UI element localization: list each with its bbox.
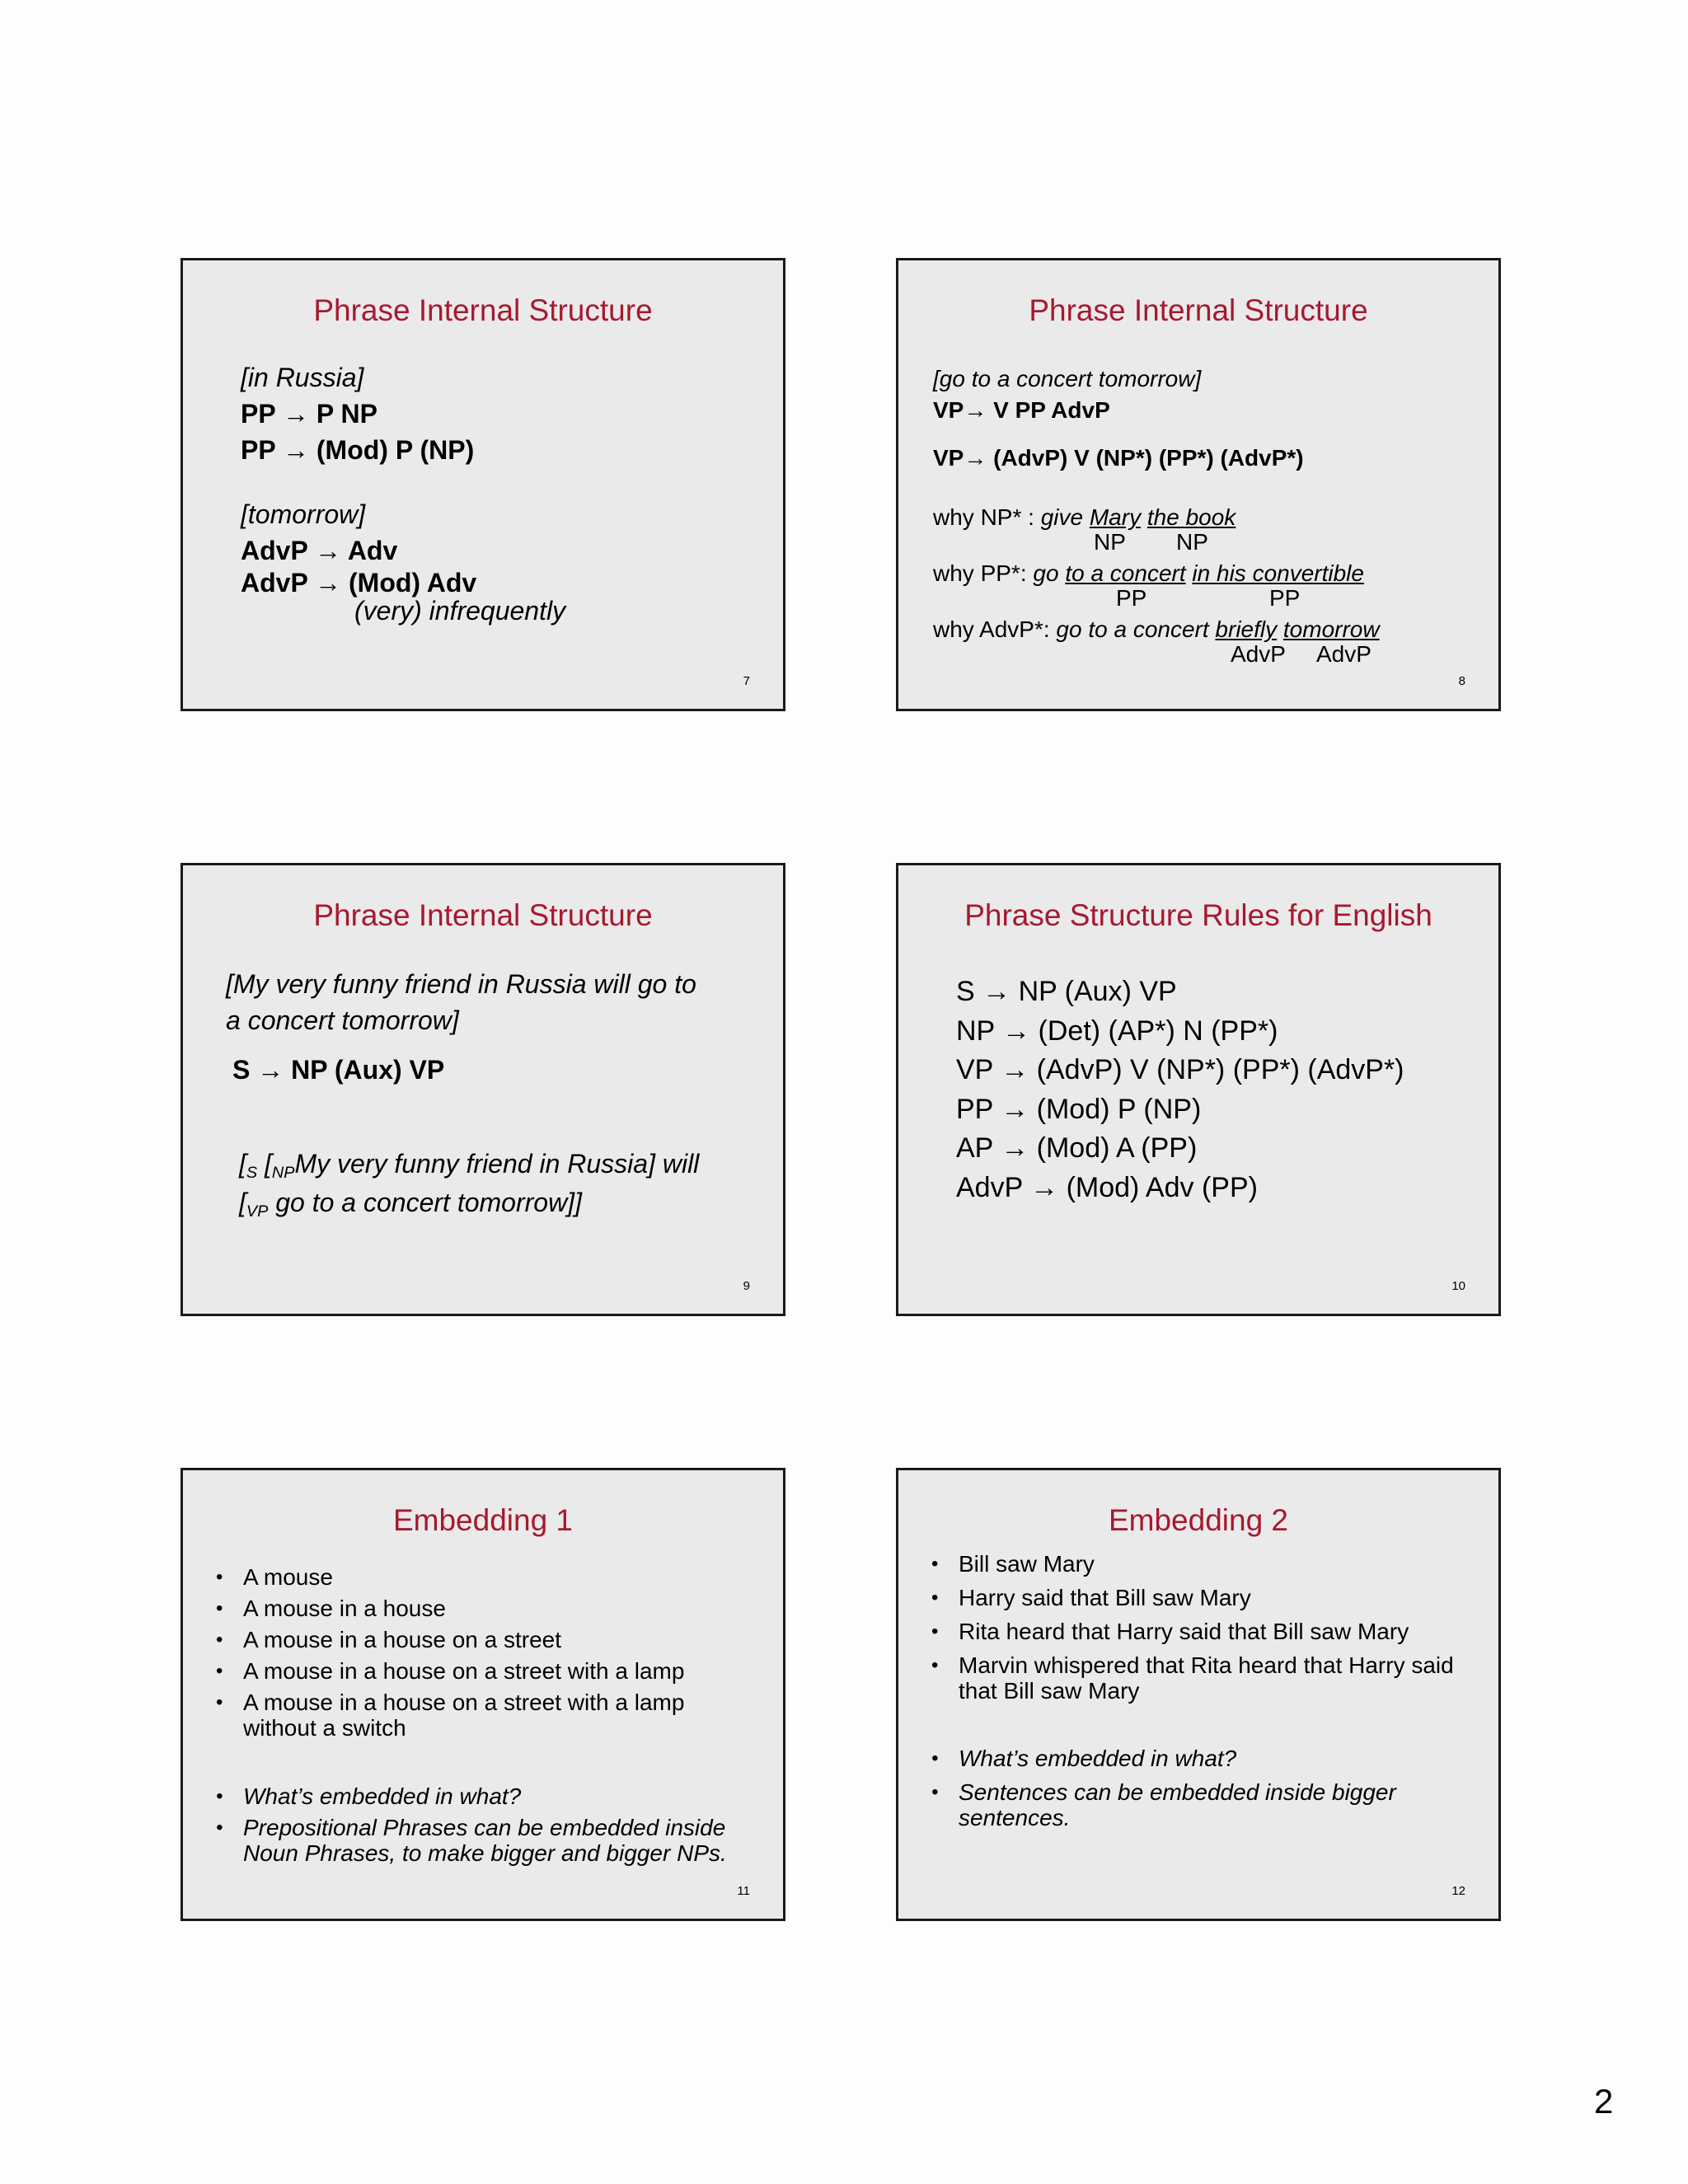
list-item: • Bill saw Mary [931, 1551, 1454, 1577]
arrow-icon: → [982, 976, 1011, 1007]
np-label: NP [1094, 529, 1126, 555]
list-item: • What’s embedded in what? [216, 1783, 727, 1809]
slide-11 [181, 1468, 785, 1921]
slide-10 [896, 863, 1501, 1316]
list-item: • Rita heard that Harry said that Bill saw Mary [931, 1619, 1454, 1644]
question-list [931, 1746, 1396, 1830]
advp-label: AdvP [1316, 641, 1372, 667]
bullet-list [931, 1551, 1454, 1704]
rule-line: VP→ V PP AdvP [933, 397, 1110, 423]
rule-line: PP → (Mod) P (NP) [241, 435, 475, 465]
example-phrase: (very) infrequently [354, 596, 566, 626]
list-item: • Sentences can be embedded inside bigger sentences. [931, 1779, 1396, 1830]
slide-title: Phrase Internal Structure [1029, 293, 1368, 327]
slide-title: Phrase Structure Rules for English [964, 898, 1432, 932]
arrow-icon: → [315, 568, 342, 598]
slide-number: 11 [737, 1884, 750, 1898]
rule-line: S → NP (Aux) VP [232, 1055, 445, 1085]
slide-number: 12 [1451, 1884, 1465, 1898]
rule-line: AdvP → (Mod) Adv (PP) [956, 1171, 1258, 1203]
slide-9 [181, 863, 785, 1316]
rule-line: PP → P NP [241, 399, 377, 429]
slide-number: 9 [743, 1279, 750, 1293]
arrow-icon: → [283, 399, 309, 429]
list-item: • A mouse in a house on a street [216, 1627, 684, 1652]
slide-number: 8 [1458, 674, 1465, 688]
example-phrase: [tomorrow] [241, 499, 366, 529]
slide-title: Embedding 1 [392, 1503, 574, 1537]
list-item: • A mouse in a house on a street with a lamp without a switch [216, 1690, 684, 1741]
rule-line: VP→ (AdvP) V (NP*) (PP*) (AdvP*) [933, 445, 1304, 471]
slide-title: Embedding 2 [1108, 1503, 1289, 1537]
arrow-icon: → [1001, 1093, 1029, 1125]
example-phrase: [in Russia] [241, 363, 364, 392]
page-number: 2 [1594, 2082, 1614, 2121]
arrow-icon: → [1001, 1132, 1029, 1164]
example-phrase: [go to a concert tomorrow] [933, 366, 1202, 391]
list-item: • Prepositional Phrases can be embedded inside Noun Phrases, to make bigger and bigger NPs. [216, 1815, 727, 1866]
arrow-icon: → [283, 435, 309, 465]
list-item: • A mouse [216, 1564, 684, 1590]
arrow-icon: → [1030, 1171, 1059, 1203]
list-item: • A mouse in a house [216, 1596, 684, 1621]
arrow-icon: → [964, 445, 987, 471]
np-example: why NP* : give Mary the book [933, 504, 1236, 530]
slide-12 [896, 1468, 1501, 1921]
list-item: • A mouse in a house on a street with a lamp [216, 1658, 684, 1684]
rule-line: NP → (Det) (AP*) N (PP*) [956, 1015, 1278, 1047]
rule-line: AdvP → Adv [241, 536, 398, 565]
list-item: • Marvin whispered that Rita heard that Harry said that Bill saw Mary [931, 1652, 1454, 1704]
example-sentence: [My very funny friend in Russia will go to a concert tomorrow] [226, 969, 696, 1035]
arrow-icon: → [257, 1055, 284, 1085]
pp-label: PP [1269, 585, 1301, 611]
rule-line: S → NP (Aux) VP [956, 976, 1177, 1007]
question-list [216, 1783, 727, 1866]
arrow-icon: → [315, 536, 342, 565]
list-item: • What’s embedded in what? [931, 1746, 1396, 1771]
arrow-icon: → [1001, 1054, 1029, 1085]
arrow-icon: → [964, 397, 987, 423]
rule-line: AP → (Mod) A (PP) [956, 1132, 1198, 1164]
slide-number: 10 [1451, 1279, 1465, 1293]
pp-label: PP [1116, 585, 1147, 611]
slide-7 [181, 258, 785, 711]
slide-8 [896, 258, 1501, 711]
rule-line: PP → (Mod) P (NP) [956, 1093, 1202, 1125]
pp-example: why PP*: go to a concert in his convertible [933, 560, 1364, 586]
slide-number: 7 [743, 674, 750, 688]
rule-line: AdvP → (Mod) Adv [241, 568, 477, 598]
bracketed-structure: [$_S$ [$_{NP}My$ very funny friend in Russia] will [$_{VP}$ go to a concert tomorrow]] [239, 1149, 700, 1221]
slide-title: Phrase Internal Structure [313, 293, 653, 327]
list-item: • Harry said that Bill saw Mary [931, 1585, 1454, 1610]
advp-label: AdvP [1231, 641, 1286, 667]
rule-list [956, 972, 1404, 1207]
bullet-list [216, 1564, 684, 1741]
advp-example: why AdvP*: go to a concert briefly tomorrow [933, 616, 1380, 642]
np-label: NP [1176, 529, 1208, 555]
slide-title: Phrase Internal Structure [313, 898, 653, 932]
arrow-icon: → [1002, 1015, 1031, 1047]
rule-line: VP → (AdvP) V (NP*) (PP*) (AdvP*) [956, 1054, 1404, 1085]
